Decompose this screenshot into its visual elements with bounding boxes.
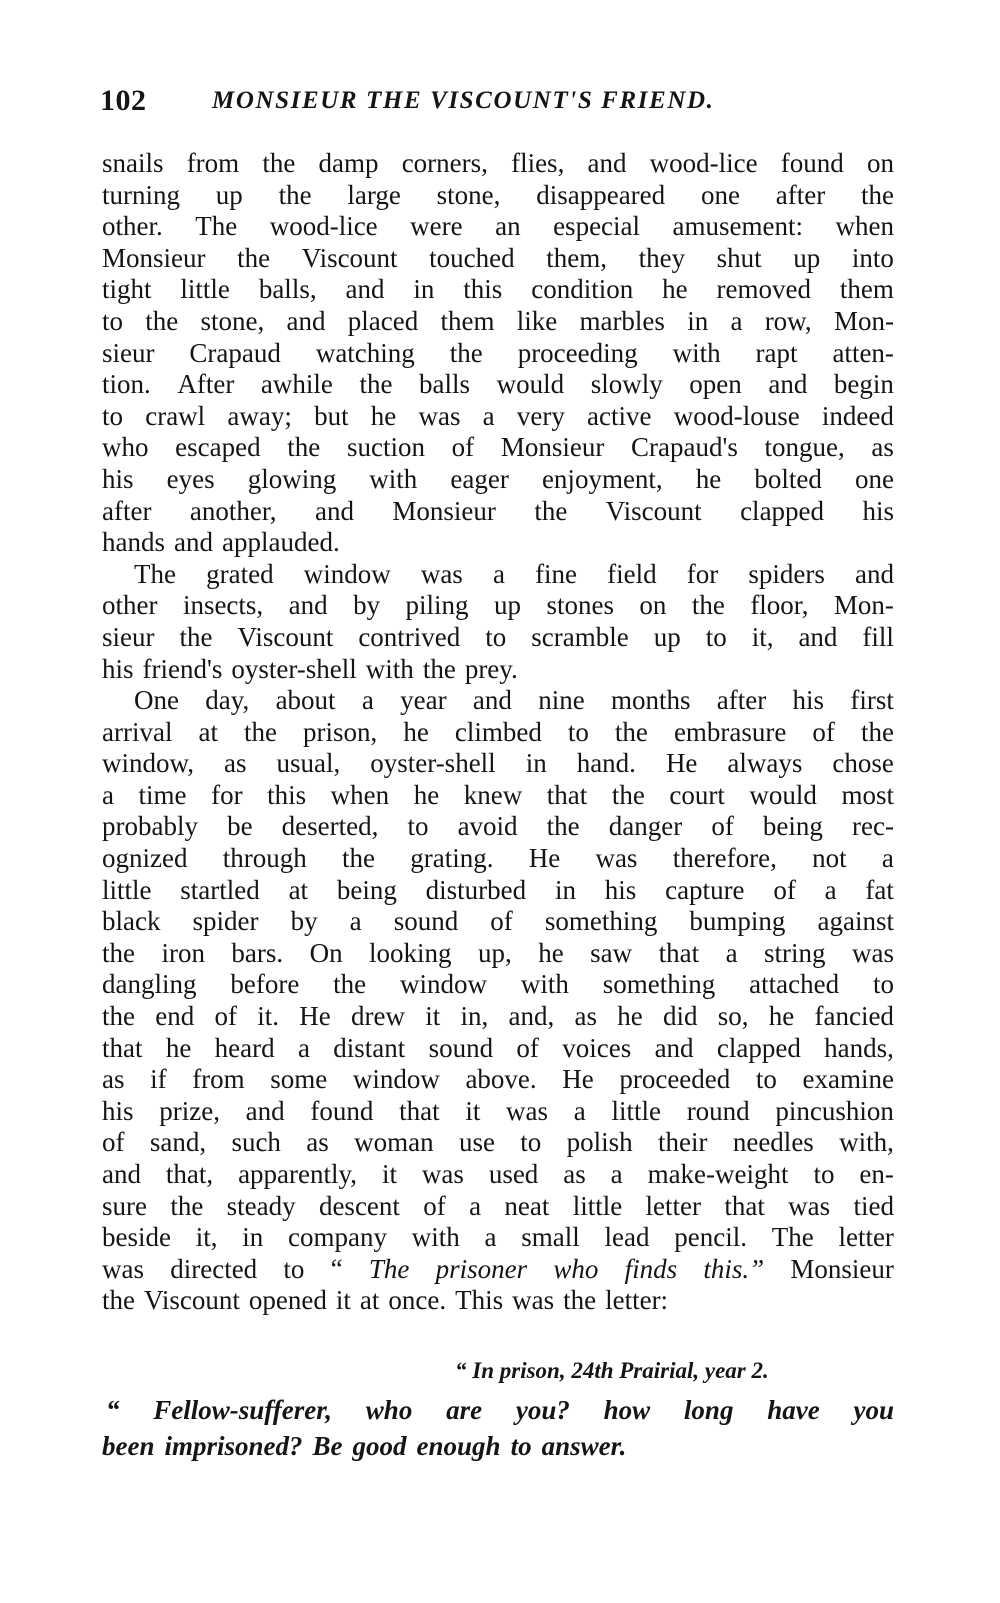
body_lines-line: the end of it. He drew it in, and, as he did so, he fancied [102,1001,894,1032]
body_lines-line: snails from the damp corners, flies, and wood-lice found on [102,148,894,178]
body_lines-line: who escaped the suction of Monsieur Crapaud's tongue, as [102,432,894,463]
body_lines-line: as if from some window above. He proceeded to examine [102,1064,894,1095]
body_lines-line: tion. After awhile the balls would slowly open and begin [102,369,894,400]
body_lines-line: dangling before the window with something attached to [102,969,894,1000]
letter-dateline: “ In prison, 24th Prairial, year 2. [455,1358,769,1383]
body-text [102,148,894,1317]
body_lines-line: his friend's oyster-shell with the prey. [102,653,518,684]
body_lines-line: window, as usual, oyster-shell in hand. He always chose [102,748,894,779]
body_lines-line: beside it, in company with a small lead pencil. The letter [102,1222,894,1253]
body_lines-line: black spider by a sound of something bumping against [102,906,894,937]
body_lines-line: to the stone, and placed them like marbles in a row, Mon- [102,305,894,336]
body_lines-line: his prize, and found that it was a little round pincushion [102,1095,894,1126]
letter.lines-line: been imprisoned? Be good enough to answer. [102,1431,627,1461]
body_lines-line: other insects, and by piling up stones on the floor, Mon- [102,590,894,621]
body_lines-line: The grated window was a fine field for spiders and [134,558,894,589]
body_lines-line: a time for this when he knew that the court would most [102,779,894,810]
body_lines-line: probably be deserted, to avoid the danger of being rec- [102,811,894,842]
running-title: MONSIEUR THE VISCOUNT'S FRIEND. [212,87,715,114]
body_lines-line: ognized through the grating. He was therefore, not a [102,843,894,874]
body_lines-line: arrival at the prison, he climbed to the embrasure of the [102,716,894,747]
body_lines-line: was directed to “ The prisoner who finds this.” Monsieur [102,1253,894,1284]
body_lines-line: and that, apparently, it was used as a make-weight to en- [102,1159,894,1189]
body_lines-line: little startled at being disturbed in his capture of a fat [102,874,894,905]
running-head [100,84,900,124]
body_lines-line: turning up the large stone, disappeared one after the [102,179,894,210]
body_lines-line: other. The wood-lice were an especial amusement: when [102,211,894,242]
page-number: 102 [100,84,147,117]
body_lines-line: after another, and Monsieur the Viscount clapped his [102,495,894,526]
body_lines-line: sieur the Viscount contrived to scramble up to it, and fill [102,621,894,652]
body_lines-line: to crawl away; but he was a very active wood-louse indeed [102,400,894,431]
body_lines-line: tight little balls, and in this condition he removed them [102,274,894,305]
letter-text [102,1392,894,1464]
body_lines-line: his eyes glowing with eager enjoyment, he bolted one [102,463,894,494]
body_lines-line: sieur Crapaud watching the proceeding with rapt atten- [102,337,894,368]
body_lines-line: of sand, such as woman use to polish their needles with, [102,1127,894,1158]
body_lines-line: the iron bars. On looking up, he saw that a string was [102,937,894,968]
letter.lines-line: “ Fellow-sufferer, who are you? how long have you [106,1395,894,1425]
body_lines-line: that he heard a distant sound of voices and clapped hands, [102,1032,894,1063]
body_lines-line: the Viscount opened it at once. This was the letter: [102,1285,669,1316]
body_lines-line: Monsieur the Viscount touched them, they shut up into [102,242,894,273]
body_lines-line: One day, about a year and nine months after his first [134,685,894,716]
body_lines-line: sure the steady descent of a neat little letter that was tied [102,1190,894,1221]
body_lines-line: hands and applauded. [102,527,340,558]
